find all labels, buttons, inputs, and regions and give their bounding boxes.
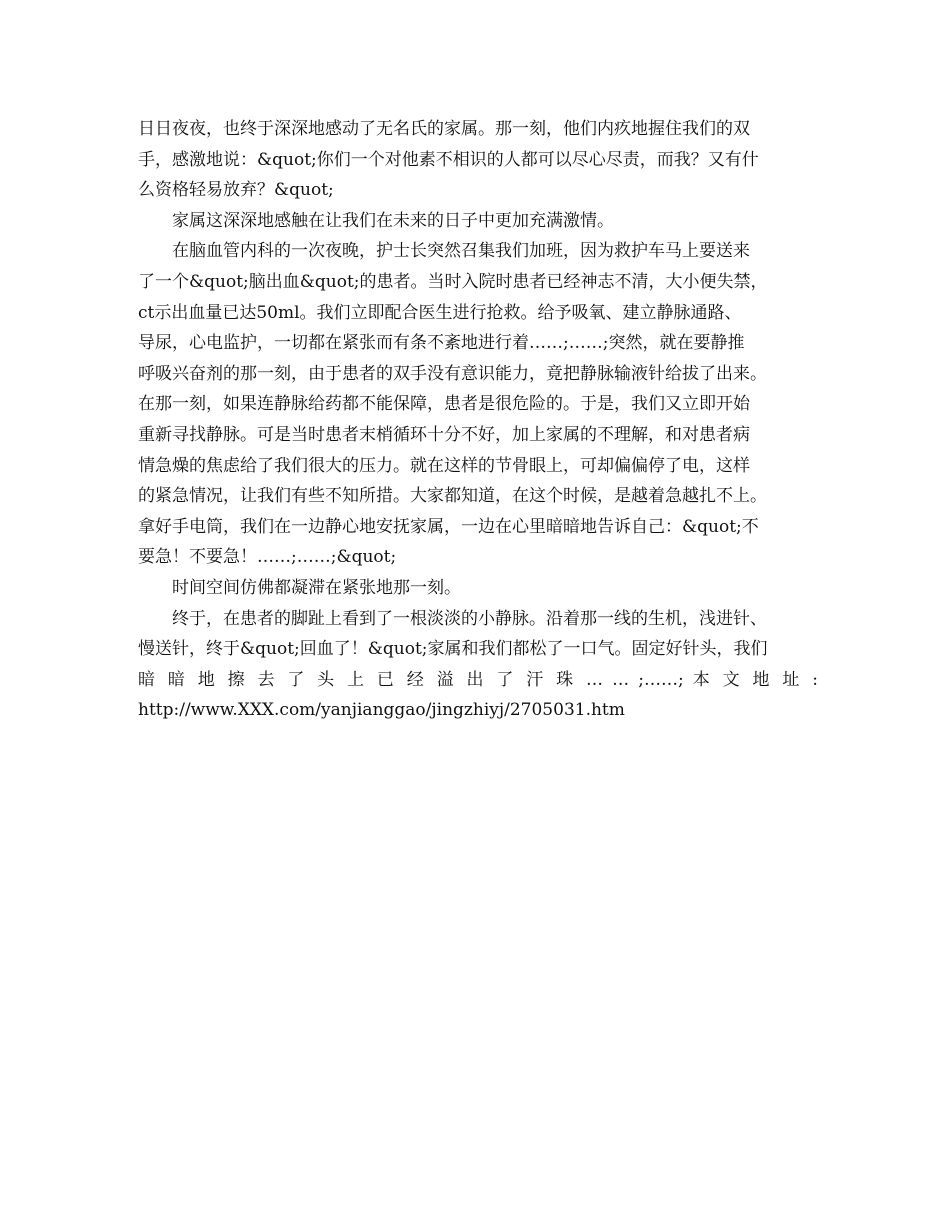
text-line: ct示出血量已达50ml。我们立即配合医生进行抢救。给予吸氧、建立静脉通路、 <box>138 302 742 323</box>
text-line: 了一个&quot;脑出血&quot;的患者。当时入院时患者已经神志不清，大小便失禁， <box>138 271 768 292</box>
text-line: 拿好手电筒，我们在一边静心地安抚家属，一边在心里暗暗地告诉自己：&quot;不 <box>138 516 759 537</box>
text-line: 日日夜夜，也终于深深地感动了无名氏的家属。那一刻，他们内疚地握住我们的双 <box>138 119 750 139</box>
document-body <box>138 114 818 726</box>
text-line: 暗 暗 地 擦 去 了 头 上 已 经 溢 出 了 汗 珠 … … ;……; 本 文 地 址 : <box>138 669 818 690</box>
text-line: 重新寻找静脉。可是当时患者末梢循环十分不好，加上家属的不理解，和对患者病 <box>138 424 750 445</box>
paragraph-first-line: 家属这深深地感触在让我们在未来的日子中更加充满激情。 <box>172 210 614 231</box>
text-line: 导尿，心电监护，一切都在紧张而有条不紊地进行着……;……;突然，就在要静推 <box>138 333 745 354</box>
text-line: 手，感激地说：&quot;你们一个对他素不相识的人都可以尽心尽责，而我？又有什 <box>138 149 759 170</box>
text-line: 在那一刻，如果连静脉给药都不能保障，患者是很危险的。于是，我们又立即开始 <box>138 394 750 415</box>
url-text: http://www.XXX.com/yanjianggao/jingzhiyj/2705031.htm <box>138 700 625 721</box>
text-line: 情急燥的焦虑给了我们很大的压力。就在这样的节骨眼上，可却偏偏停了电，这样 <box>138 455 750 476</box>
text-line: 呼吸兴奋剂的那一刻，由于患者的双手没有意识能力，竟把静脉输液针给拔了出来。 <box>138 363 767 384</box>
text-line: 的紧急情况，让我们有些不知所措。大家都知道，在这个时候，是越着急越扎不上。 <box>138 486 767 507</box>
text-line: 要急！不要急！……;……;&quot; <box>138 547 397 568</box>
text-line: 么资格轻易放弃？&quot; <box>138 180 334 201</box>
paragraph-first-line: 时间空间仿佛都凝滞在紧张地那一刻。 <box>172 577 461 598</box>
paragraph-first-line: 在脑血管内科的一次夜晚，护士长突然召集我们加班，因为救护车马上要送来 <box>172 241 750 262</box>
paragraph-first-line: 终于，在患者的脚趾上看到了一根淡淡的小静脉。沿着那一线的生机，浅进针、 <box>172 608 767 629</box>
text-line: 慢送针，终于&quot;回血了！&quot;家属和我们都松了一口气。固定好针头，我们 <box>138 639 768 660</box>
